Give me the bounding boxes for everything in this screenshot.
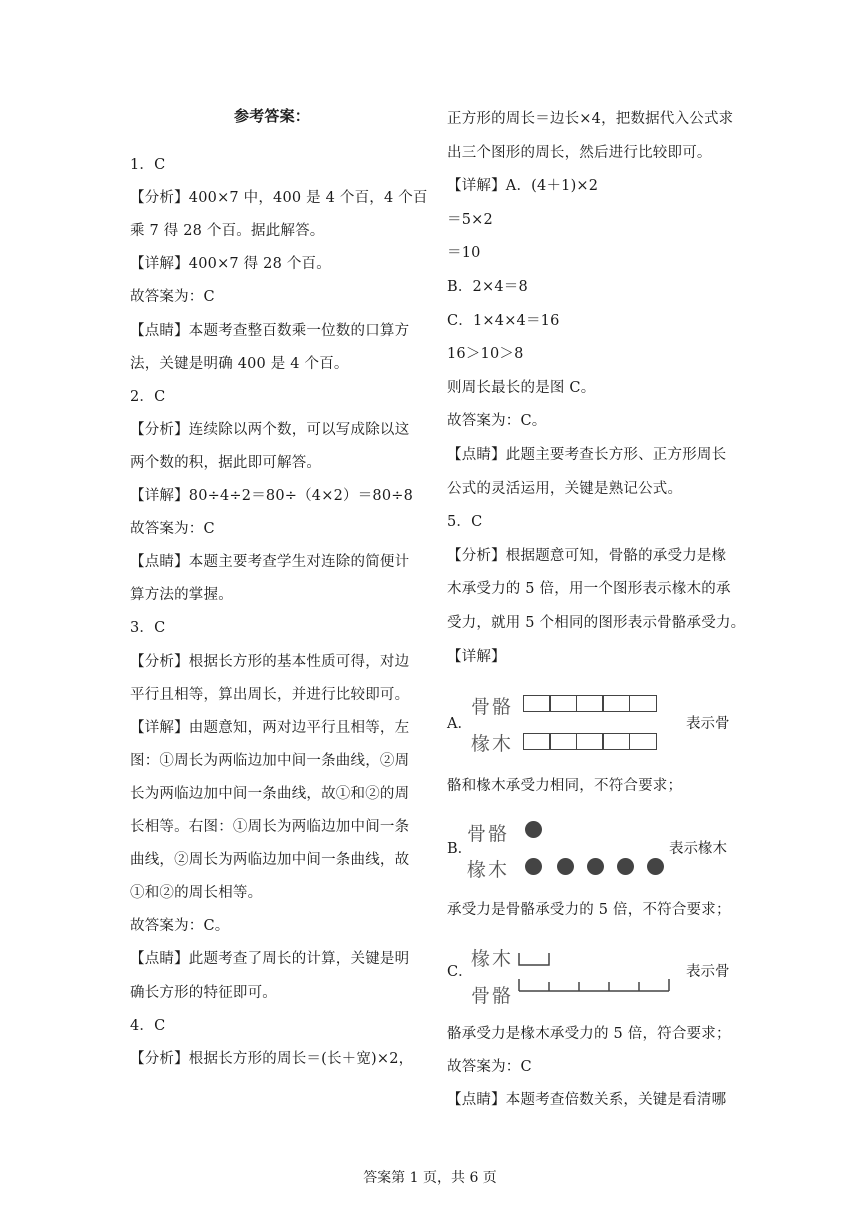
text-line: 【点睛】此题考查了周长的计算，关键是明 [130,951,410,968]
text-line: 出三个图形的周长，然后进行比较即可。 [447,144,712,161]
text-line: 木承受力的 5 倍，用一个图形表示椽木的承 [447,581,731,598]
figure-b-tail: 表示椽木 [669,841,727,857]
figure-b-label: B． [447,841,473,857]
figure-a-label: A． [447,716,472,732]
answer-title: 参考答案： [234,107,311,125]
figure-b-name-bottom: 椽木 [467,859,510,881]
text-line: 【详解】400×7 得 28 个百。 [130,256,331,273]
text-line: 2．C [130,388,166,405]
dot [525,821,542,838]
text-line: 【详解】A．(4＋1)×2 [447,178,599,195]
text-line: B．2×4＝8 [447,279,528,295]
text-line: 平行且相等，算出周长，并进行比较即可。 [130,686,410,703]
text-line: 5．C [447,514,483,531]
text-line: 【分析】根据题意可知，骨骼的承受力是椽 [447,547,727,564]
figure-a-boxes-bottom [524,733,657,750]
text-line: 【详解】由题意知，两对边平行且相等，左 [130,719,410,736]
text-line: 则周长最长的是图 C。 [447,379,596,396]
figure-a-after: 骼和椽木承受力相同，不符合要求； [447,778,683,794]
text-line: 故答案为：C [130,289,215,306]
dot [557,858,574,875]
text-line: 【分析】400×7 中，400 是 4 个百，4 个百 [130,190,428,207]
text-line: 16＞10＞8 [447,346,524,363]
text-line: 【点睛】本题主要考查学生对连除的简便计 [130,554,410,571]
text-line: ＝10 [447,245,481,262]
page-footer: 答案第 1 页，共 6 页 [363,1170,497,1186]
box [549,695,577,712]
segment-top [519,953,549,965]
dot [647,858,664,875]
figure-c-name-bottom: 骨骼 [471,985,514,1007]
figure-c-name-top: 椽木 [471,948,514,970]
box [629,733,657,750]
dot [587,858,604,875]
box [523,733,551,750]
figure-b-after: 承受力是骨骼承受力的 5 倍，不符合要求； [447,902,731,918]
text-line: 法，关键是明确 400 是 4 个百。 [130,355,349,372]
text-line: 【分析】连续除以两个数，可以写成除以这 [130,421,410,438]
box [576,733,604,750]
text-line: 1．C [130,157,166,173]
text-line: 【详解】80÷4÷2＝80÷（4×2）＝80÷8 [130,488,414,504]
text-line: C．1×4×4＝16 [447,312,560,329]
text-line: 曲线，②周长为两临边加中间一条曲线，故 [130,852,410,869]
figure-b-name-top: 骨骼 [467,823,510,845]
text-line: 确长方形的特征即可。 [130,984,277,1001]
box [576,695,604,712]
box [629,695,657,712]
box [602,695,630,712]
figure-c-label: C． [447,964,473,980]
text-line: 图：①周长为两临边加中间一条曲线，②周 [130,752,410,769]
text-line: 【分析】根据长方形的基本性质可得，对边 [130,653,410,670]
dot [617,858,634,875]
text-line: 受力，就用 5 个相同的图形表示骨骼承受力。 [447,615,746,631]
text-line: 故答案为：C [447,1059,532,1075]
text-line: 乘 7 得 28 个百。据此解答。 [130,223,325,240]
text-line: 公式的灵活运用，关键是熟记公式。 [447,480,683,497]
text-line: 故答案为：C [130,521,215,538]
figure-a-name-bottom: 椽木 [471,733,514,755]
text-line: 3．C [130,620,166,637]
dot [525,858,542,875]
text-line: 故答案为：C。 [447,413,547,430]
text-line: 故答案为：C。 [130,918,230,935]
text-line: 算方法的掌握。 [130,587,233,604]
figure-c-segments [517,945,677,1005]
text-line: 长为两临边加中间一条曲线，故①和②的周 [130,785,410,802]
text-line: ＝5×2 [447,211,493,228]
box [602,733,630,750]
figure-a-name-top: 骨骼 [471,696,514,718]
figure-a-tail: 表示骨 [686,716,730,732]
text-line: 4．C [130,1017,166,1034]
text-line: ①和②的周长相等。 [130,885,263,902]
text-line: 长相等。右图：①周长为两临边加中间一条 [130,819,410,835]
text-line: 【点睛】此题主要考查长方形、正方形周长 [447,447,727,463]
box [523,695,551,712]
text-line: 【详解】 [447,648,506,665]
box [549,733,577,750]
text-line: 【分析】根据长方形的周长＝(长＋宽)×2， [130,1050,414,1067]
text-line: 两个数的积，据此即可解答。 [130,454,322,471]
text-line: 【点睛】本题考查整百数乘一位数的口算方 [130,322,410,339]
text-line: 正方形的周长＝边长×4，把数据代入公式求 [447,111,734,127]
figure-a-boxes-top [524,695,657,712]
figure-c-tail: 表示骨 [686,964,730,980]
figure-c-after: 骼承受力是椽木承受力的 5 倍，符合要求； [447,1026,731,1042]
text-line: 【点睛】本题考查倍数关系，关键是看清哪 [447,1092,727,1109]
